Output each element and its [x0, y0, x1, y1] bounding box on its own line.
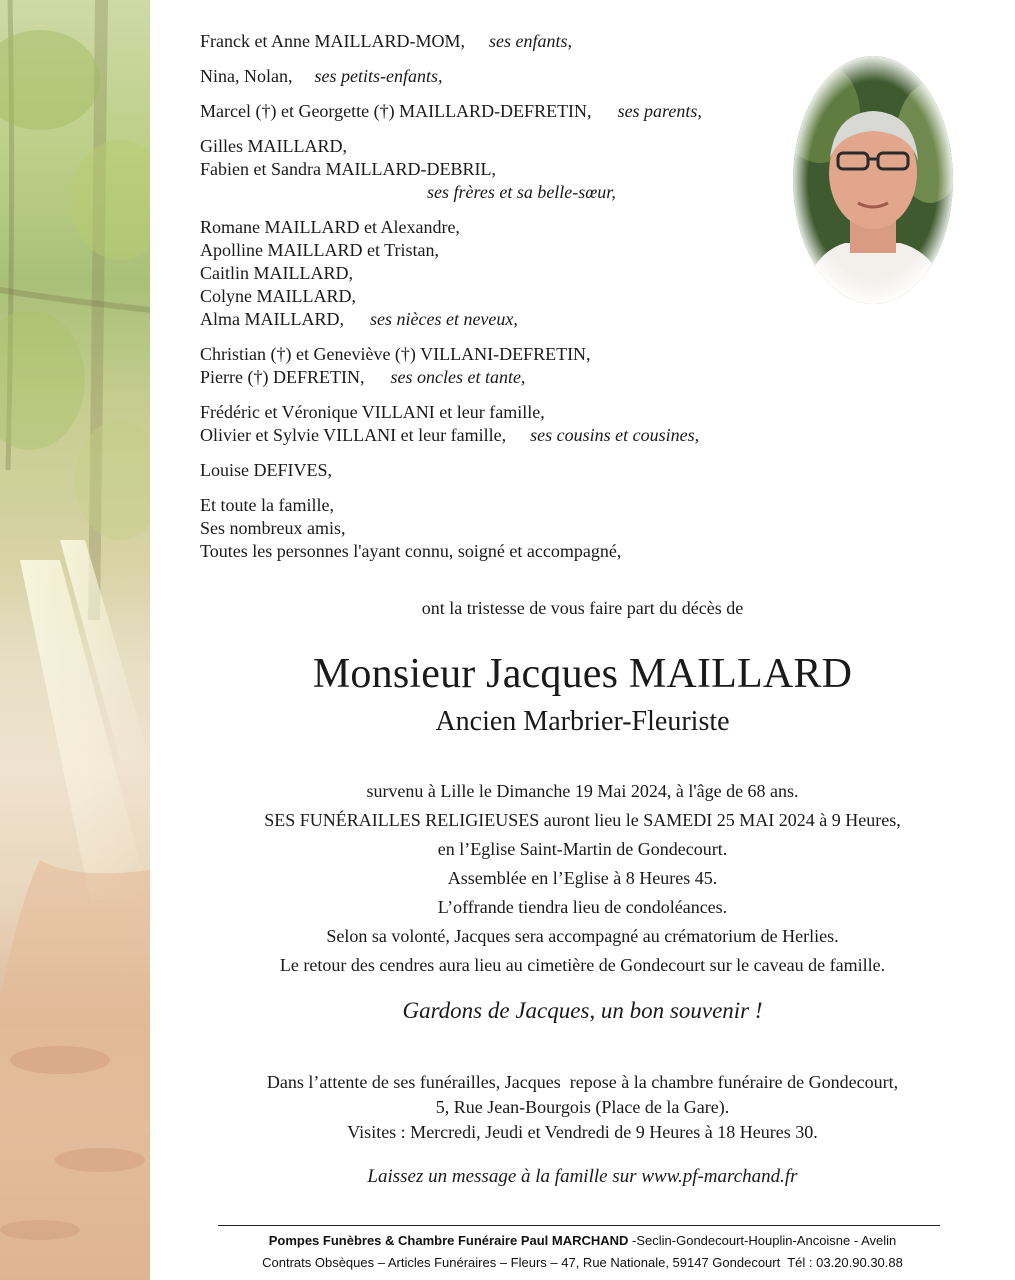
family-group-nieces — [200, 216, 800, 331]
family-names: Franck et Anne MAILLARD-MOM, — [200, 31, 465, 51]
portrait-photo — [790, 53, 956, 307]
footer-contact: Contrats Obsèques – Articles Funéraires – Fleurs – 47, Rue Nationale, 59147 Gondecourt Tél : 03.20.90.30.88 — [262, 1255, 903, 1270]
footer-company — [150, 1233, 1015, 1248]
family-names: Alma MAILLARD, — [200, 309, 344, 329]
family-list — [200, 30, 800, 575]
announcement-intro: ont la tristesse de vous faire part du décès de — [421, 598, 744, 618]
detail-line: Le retour des cendres aura lieu au cimetière de Gondecourt sur le caveau de famille. — [279, 955, 886, 975]
family-names: Nina, Nolan, — [200, 66, 293, 86]
funeral-details — [150, 777, 1015, 980]
footer-divider — [218, 1225, 940, 1226]
family-group-uncles — [200, 343, 800, 389]
family-group-other — [200, 459, 800, 482]
family-names: Marcel (†) et Georgette (†) MAILLARD-DEFRETIN, — [200, 101, 592, 121]
family-group-cousins — [200, 401, 800, 447]
detail-line: en l’Eglise Saint-Martin de Gondecourt. — [437, 839, 728, 859]
family-names: Colyne MAILLARD, — [200, 286, 356, 306]
family-group-grandchildren — [200, 65, 800, 88]
leaf-shadow — [0, 1220, 80, 1240]
family-names: Olivier et Sylvie VILLANI et leur famille, — [200, 425, 507, 445]
relation-label: ses frères et sa belle-sœur, — [427, 182, 616, 202]
family-names: Caitlin MAILLARD, — [200, 263, 353, 283]
detail-line: Selon sa volonté, Jacques sera accompagné au crématorium de Herlies. — [326, 926, 839, 946]
foliage — [0, 310, 85, 450]
family-names: Romane MAILLARD et Alexandre, — [200, 217, 460, 237]
visit-info — [150, 1070, 1015, 1145]
leaf-shadow — [55, 1148, 145, 1172]
family-names: Pierre (†) DEFRETIN, — [200, 367, 365, 387]
family-names: Apolline MAILLARD et Tristan, — [200, 240, 440, 260]
relation-label: ses cousins et cousines, — [530, 425, 700, 445]
detail-line: L’offrande tiendra lieu de condoléances. — [437, 897, 728, 917]
visit-line: 5, Rue Jean-Bourgois (Place de la Gare). — [435, 1097, 730, 1117]
family-group-siblings — [200, 135, 800, 204]
family-names: Fabien et Sandra MAILLARD-DEBRIL, — [200, 159, 496, 179]
family-names: Ses nombreux amis, — [200, 518, 346, 538]
family-names: Louise DEFIVES, — [200, 460, 332, 480]
foliage — [70, 140, 150, 260]
family-names: Et toute la famille, — [200, 495, 334, 515]
family-names: Toutes les personnes l'ayant connu, soigné et accompagné, — [200, 541, 622, 561]
detail-line: Assemblée en l’Eglise à 8 Heures 45. — [447, 868, 718, 888]
tree-branch — [0, 290, 150, 310]
family-group-parents — [200, 100, 800, 123]
leaf-shadow — [10, 1046, 110, 1074]
relation-label: ses parents, — [617, 101, 702, 121]
forest-illustration — [0, 0, 150, 1280]
deceased-name: Monsieur Jacques MAILLARD — [312, 651, 853, 697]
visit-line: Visites : Mercredi, Jeudi et Vendredi de 9 Heures à 18 Heures 30. — [347, 1122, 818, 1142]
family-names: Frédéric et Véronique VILLANI et leur famille, — [200, 402, 545, 422]
family-names: Christian (†) et Geneviève (†) VILLANI-DEFRETIN, — [200, 344, 591, 364]
foliage — [75, 420, 150, 540]
forest-path-photo — [0, 0, 150, 1280]
relation-label: ses petits-enfants, — [314, 66, 443, 86]
family-group-children — [200, 30, 800, 53]
detail-line: survenu à Lille le Dimanche 19 Mai 2024, à l'âge de 68 ans. — [366, 781, 799, 801]
relation-label: ses oncles et tante, — [390, 367, 526, 387]
family-group-all — [200, 494, 800, 563]
foliage — [0, 30, 100, 130]
company-name: Pompes Funèbres & Chambre Funéraire Paul MARCHAND — [268, 1233, 629, 1248]
online-message-link: Laissez un message à la famille sur www.pf-marchand.fr — [367, 1166, 798, 1187]
relation-label: ses enfants, — [488, 31, 572, 51]
visit-line: Dans l’attente de ses funérailles, Jacques repose à la chambre funéraire de Gondecourt, — [266, 1072, 899, 1092]
relation-label: ses nièces et neveux, — [369, 309, 518, 329]
detail-line: SES FUNÉRAILLES RELIGIEUSES auront lieu le SAMEDI 25 MAI 2024 à 9 Heures, — [264, 810, 901, 830]
family-names: Gilles MAILLARD, — [200, 136, 347, 156]
memorial-quote: Gardons de Jacques, un bon souvenir ! — [402, 998, 763, 1023]
deceased-profession: Ancien Marbrier-Fleuriste — [435, 706, 730, 737]
company-locations: -Seclin-Gondecourt-Houplin-Ancoisne - Avelin — [628, 1233, 897, 1248]
